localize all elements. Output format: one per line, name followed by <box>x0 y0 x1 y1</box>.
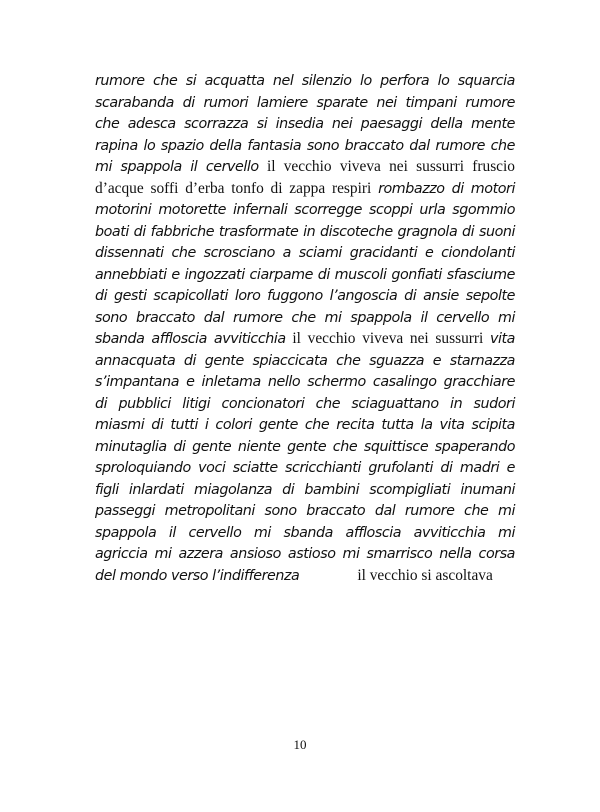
text-line <box>95 350 515 372</box>
text-line <box>95 500 515 522</box>
text-line <box>95 436 515 458</box>
text-line <box>95 522 515 544</box>
text-line <box>95 156 515 178</box>
roman-text-segment: d’acque soffi d’erba tonfo di zappa respiri <box>95 179 379 197</box>
italic-text-segment: di pubblici litigi concionatori che sciaguattano in sudori <box>95 395 515 412</box>
italic-text-segment: minutaglia di gente niente gente che squittisce spaperando <box>95 438 515 455</box>
roman-text-segment: il vecchio si ascoltava <box>357 566 493 584</box>
poem-text-block <box>95 70 515 586</box>
italic-text-segment: figli inlardati miagolanza di bambini scompigliati inumani <box>95 481 515 498</box>
text-line <box>95 135 515 157</box>
italic-text-segment: s’impantana e inletama nello schermo casalingo gracchiare <box>95 374 515 390</box>
text-line <box>95 113 515 135</box>
italic-text-segment: di gesti scapicollati loro fuggono l’angoscia di ansie sepolte <box>95 288 515 304</box>
italic-text-segment: sproloquiando voci sciatte scricchianti grufolanti di madri e <box>95 460 515 476</box>
italic-text-segment: vita <box>489 331 515 347</box>
text-line <box>95 264 515 286</box>
italic-text-segment: rapina lo spazio della fantasia sono braccato dal rumore che <box>95 137 515 154</box>
text-line <box>95 242 515 264</box>
italic-text-segment: miasmi di tutti i colori gente che recita tutta la vita scipita <box>95 417 515 433</box>
italic-text-segment: passeggi metropolitani sono braccato dal rumore che mi <box>95 503 515 519</box>
italic-text-segment: del mondo verso l’indifferenza <box>95 567 300 584</box>
italic-text-segment: che adesca scorrazza si insedia nei paesaggi della mente <box>95 116 515 132</box>
italic-text-segment: agriccia mi azzera ansioso astioso mi smarrisco nella corsa <box>95 546 515 562</box>
text-line <box>95 178 515 200</box>
text-line <box>95 414 515 436</box>
italic-text-segment: boati di fabbriche trasformate in discoteche gragnola di suoni <box>95 223 515 240</box>
text-line <box>95 70 515 92</box>
text-line <box>95 371 515 393</box>
text-line <box>95 92 515 114</box>
italic-text-segment: mi spappola il cervello <box>95 159 259 175</box>
italic-text-segment: sbanda affloscia avviticchia <box>95 331 286 347</box>
text-line <box>95 543 515 565</box>
text-line <box>95 457 515 479</box>
italic-text-segment: annacquata di gente spiaccicata che sguazza e starnazza <box>95 352 515 369</box>
italic-text-segment: annebbiati e ingozzati ciarpame di muscoli gonfiati sfasciume <box>95 266 515 283</box>
italic-text-segment: dissennati che scrosciano a sciami gracidanti e ciondolanti <box>95 245 515 261</box>
italic-text-segment: sono braccato dal rumore che mi spappola il cervello mi <box>95 309 515 326</box>
roman-text-segment: il vecchio viveva nei sussurri fruscio <box>258 158 515 175</box>
text-line <box>95 479 515 501</box>
italic-text-segment: rumore che si acquatta nel silenzio lo perfora lo squarcia <box>95 73 515 89</box>
text-line <box>95 328 515 350</box>
italic-text-segment: scarabanda di rumori lamiere sparate nei timpani rumore <box>95 94 515 111</box>
text-line <box>95 393 515 415</box>
italic-text-segment: motorini motorette infernali scorregge scoppi urla sgommio <box>95 202 515 218</box>
page-number: 10 <box>293 737 307 752</box>
italic-text-segment: rombazzo di motori <box>378 180 515 197</box>
text-line <box>95 199 515 221</box>
text-line <box>95 307 515 329</box>
italic-text-segment: spappola il cervello mi sbanda affloscia avviticchia mi <box>95 524 515 541</box>
text-line <box>95 565 515 587</box>
text-line <box>95 221 515 243</box>
roman-text-segment: il vecchio viveva nei sussurri <box>285 330 490 347</box>
text-line <box>95 285 515 307</box>
